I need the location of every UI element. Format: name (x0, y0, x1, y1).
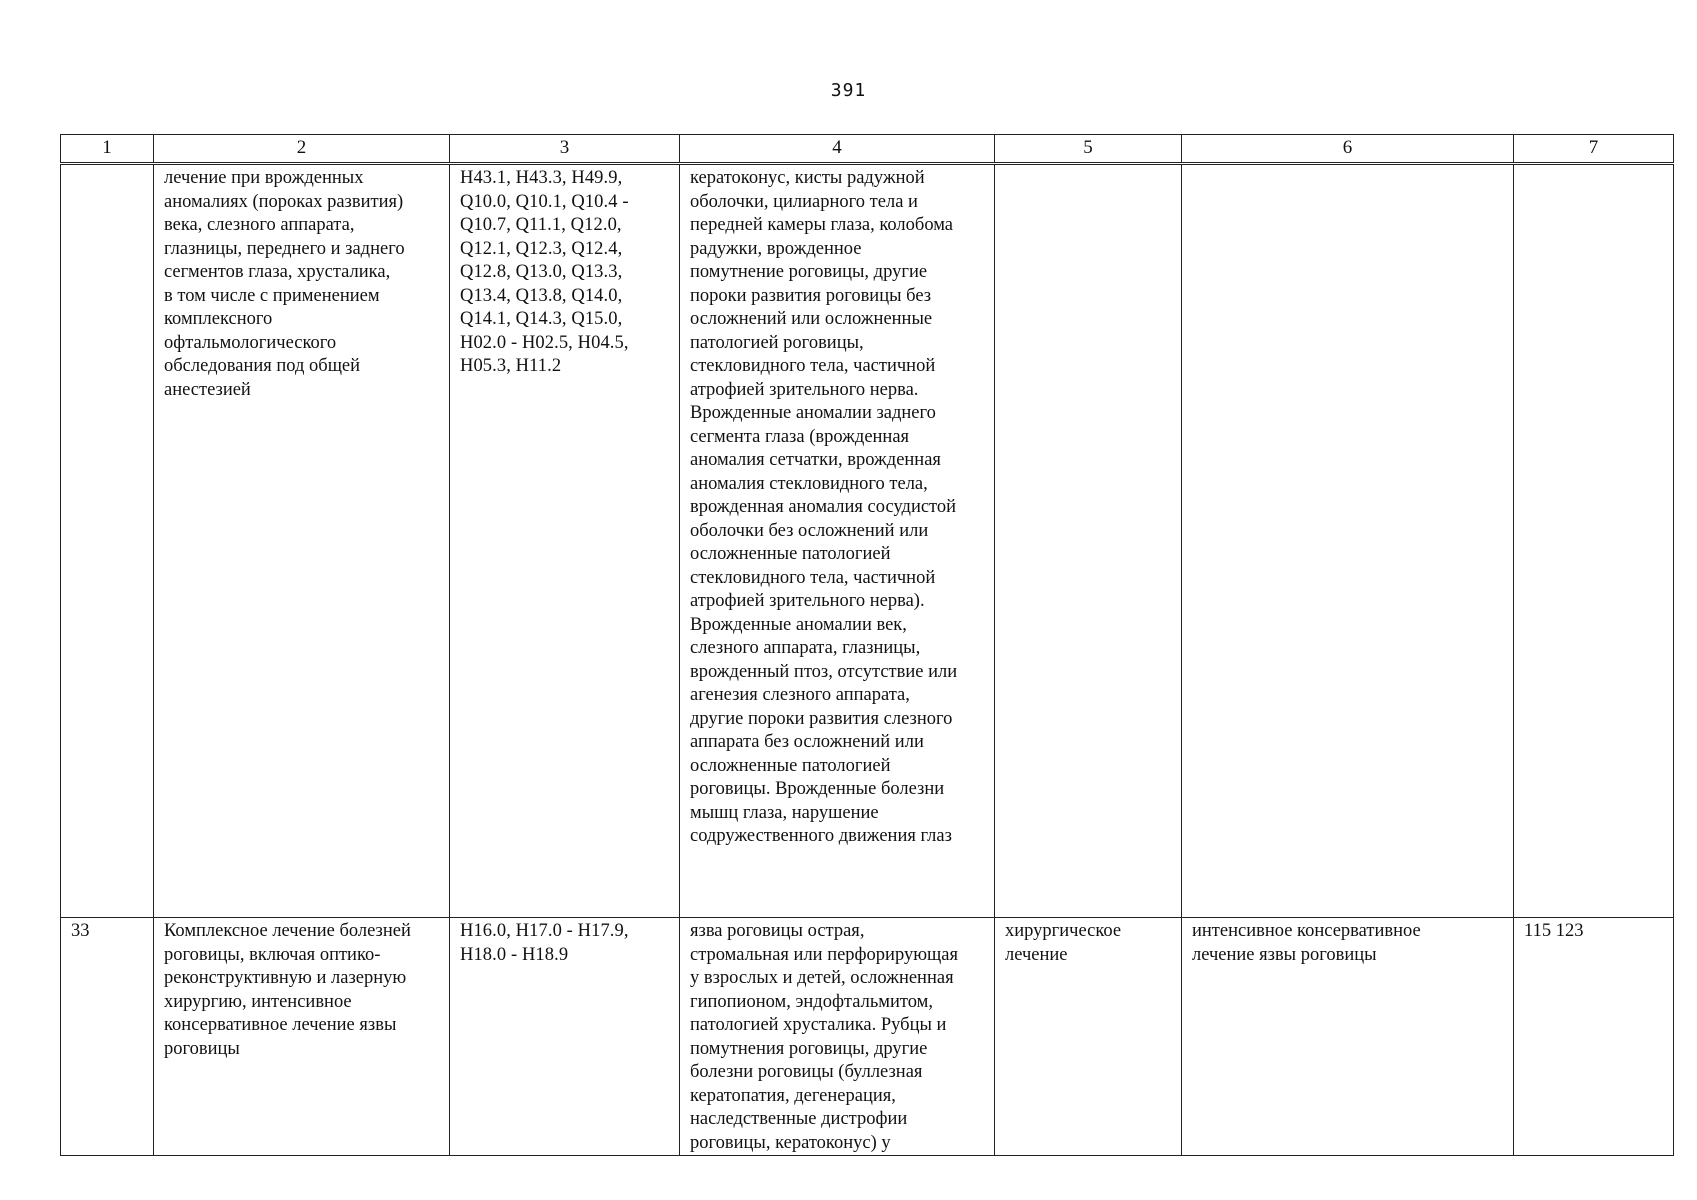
icd-codes: H16.0, H17.0 - H17.9, H18.0 - H18.9 (460, 921, 629, 965)
row-number-cell (61, 164, 154, 918)
page-number: 391 (830, 80, 867, 101)
column-header-3: 3 (450, 135, 680, 164)
treatment-name: Комплексное лечение болезней роговицы, включая оптико- реконструктивную и лазерную хирургию, интенсивное консервативное лечение язвы роговицы (164, 921, 411, 1059)
treatment-name: лечение при врожденных аномалиях (пороках развития) века, слезного аппарата, глазницы, переднего и заднего сегментов глаза, хрусталика, в том числе с применением комплексного офтальмологического обследования под общей анестезией (164, 168, 405, 400)
treatment-name-cell (154, 918, 450, 1156)
treatment-method-cell (1182, 918, 1514, 1156)
row-number: 33 (71, 921, 90, 941)
column-header-7: 7 (1514, 135, 1674, 164)
services-table (60, 134, 1674, 1156)
treatment-method: интенсивное консервативное лечение язвы роговицы (1192, 921, 1421, 965)
cost-cell (1514, 918, 1674, 1156)
cost-cell (1514, 164, 1674, 918)
cost-value (1514, 165, 1673, 167)
column-header-1: 1 (61, 135, 154, 164)
cost-value: 115 123 (1524, 921, 1584, 941)
treatment-name-cell (154, 164, 450, 918)
icd-codes-cell (450, 164, 680, 918)
header-row (61, 135, 1674, 164)
icd-codes: H43.1, H43.3, H49.9, Q10.0, Q10.1, Q10.4 - Q10.7, Q11.1, Q12.0, Q12.1, Q12.3, Q12.4, Q12.8, Q13.0, Q13.3, Q13.4, Q13.8, Q14.0, Q14.1, Q14.3, Q15.0, H02.0 - H02.5, H04.5, H05.3, H11.2 (460, 168, 629, 376)
treatment-method-cell (1182, 164, 1514, 918)
disease-model-cell (680, 918, 995, 1156)
column-header-4: 4 (680, 135, 995, 164)
icd-codes-cell (450, 918, 680, 1156)
disease-model-cell (680, 164, 995, 918)
column-header-6: 6 (1182, 135, 1514, 164)
table-row (61, 164, 1674, 918)
treatment-type-cell (995, 164, 1182, 918)
treatment-type (995, 165, 1181, 167)
treatment-type-cell (995, 918, 1182, 1156)
disease-model: кератоконус, кисты радужной оболочки, цилиарного тела и передней камеры глаза, колобома радужки, врожденное помутнение роговицы, другие пороки развития роговицы без осложнений или осложненные патологией роговицы, стекловидного тела, частичной атрофией зрительного нерва. Врожденные аномалии заднего сегмента глаза (врожденная аномалия сетчатки, врожденная аномалия стекловидного тела, врожденная аномалия сосудистой оболочки без осложнений или осложненные патологией стекловидного тела, частичной атрофией зрительного нерва). Врожденные аномалии век, слезного аппарата, глазницы, врожденный птоз, отсутствие или агенезия слезного аппарата, другие пороки развития слезного аппарата без осложнений или осложненные патологией роговицы. Врожденные болезни мышц глаза, нарушение содружественного движения глаз (690, 168, 958, 846)
column-header-5: 5 (995, 135, 1182, 164)
table-row (61, 918, 1674, 1156)
row-number (61, 165, 153, 167)
column-header-2: 2 (154, 135, 450, 164)
treatment-method (1182, 165, 1513, 167)
row-number-cell (61, 918, 154, 1156)
disease-model: язва роговицы острая, стромальная или перфорирующая у взрослых и детей, осложненная гипопионом, эндофтальмитом, патологией хрусталика. Рубцы и помутнения роговицы, другие болезни роговицы (буллезная кератопатия, дегенерация, наследственные дистрофии роговицы, кератоконус) у (690, 921, 958, 1153)
treatment-type: хирургическое лечение (1005, 921, 1122, 965)
